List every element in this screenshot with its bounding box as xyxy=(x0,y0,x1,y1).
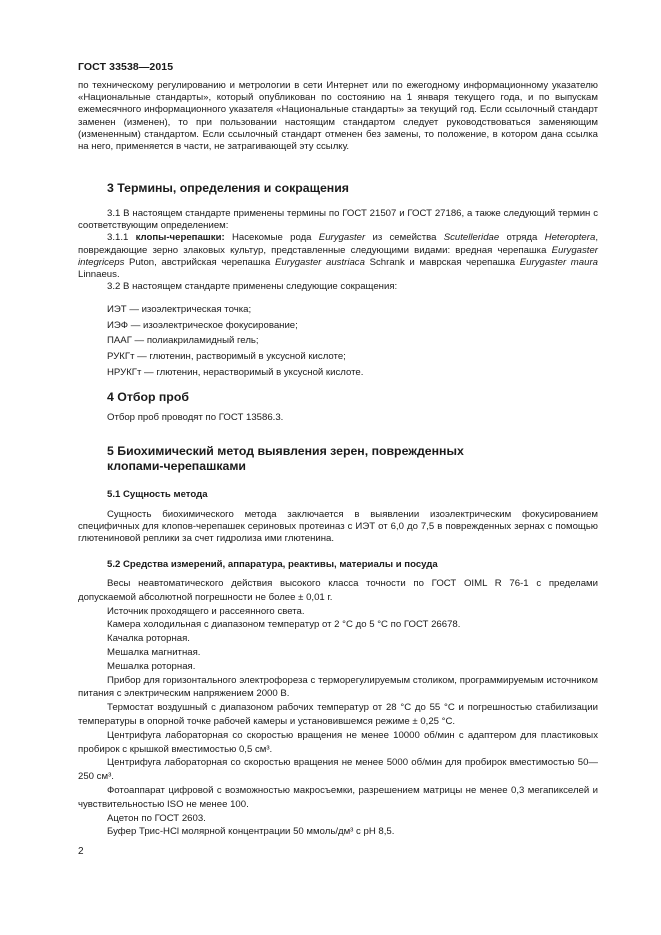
para-3-2: 3.2 В настоящем стандарте применены следующие сокращения: xyxy=(107,281,398,293)
section-4-body: Отбор проб проводят по ГОСТ 13586.3. xyxy=(107,412,284,423)
subsection-5-1-title: 5.1 Сущность метода xyxy=(107,489,208,500)
section-3-body xyxy=(78,208,598,293)
equipment-item: Источник проходящего и рассеянного света. xyxy=(107,605,305,617)
equipment-item: Мешалка магнитная. xyxy=(107,646,201,658)
equipment-item: Центрифуга лабораторная со скоростью вращения не менее 10000 об/мин с адаптером для пластиковых пробирок с крышкой вместимостью 0,5 см³. xyxy=(78,729,598,755)
abbreviation-item: ИЭТ — изоэлектрическая точка; xyxy=(107,304,252,315)
section-4-title: 4 Отбор проб xyxy=(107,390,189,404)
para-3-1-1: 3.1.1 клопы-черепашки: Насекомые рода Eurygaster из семейства Scutelleridae отряда Heteroptera, повреждающие зерно злаковых культур, представленные следующими видами: вредная черепашка Eurygaster integriceps Puton, австрийская черепашка Eurygaster austriaca Schrank и маврская черепашка Eurygaster maura Linnaeus. xyxy=(78,232,599,281)
section-5-title: 5 Биохимический метод выявления зерен, поврежденных клопами-черепашками xyxy=(107,444,464,473)
equipment-item: Качалка роторная. xyxy=(107,633,190,645)
abbreviation-item: ПААГ — полиакриламидный гель; xyxy=(107,335,259,347)
page-number: 2 xyxy=(78,846,84,857)
abbreviation-item: НРУКГт — глютенин, нерастворимый в уксусной кислоте. xyxy=(107,366,364,378)
equipment-item: Весы неавтоматического действия высокого класса точности по ГОСТ OIML R 76-1 с пределами допускаемой абсолютной погрешности не более ± 0,01 г. xyxy=(78,578,598,603)
abbreviation-item: РУКГт — глютенин, растворимый в уксусной кислоте; xyxy=(107,351,346,363)
equipment-item: Мешалка роторная. xyxy=(107,660,196,672)
para-3-1: 3.1 В настоящем стандарте применены термины по ГОСТ 21507 и ГОСТ 27186, а также следующий термин с соответствующим определением: xyxy=(78,208,598,232)
equipment-item: Буфер Трис-HCl молярной концентрации 50 ммоль/дм³ с рН 8,5. xyxy=(107,826,395,838)
equipment-list xyxy=(78,577,598,839)
document-header: ГОСТ 33538—2015 xyxy=(78,61,174,73)
abbreviation-item: ИЭФ — изоэлектрическое фокусирование; xyxy=(107,319,298,331)
equipment-item: Камера холодильная с диапазоном температур от 2 °С до 5 °С по ГОСТ 26678. xyxy=(107,619,461,631)
intro-paragraph: по техническому регулированию и метрологии в сети Интернет или по ежегодному информационному указателю «Национальные стандарты», который опубликован по состоянию на 1 января текущего года, и по выпускам ежемесячного информационного указателя «Национальные стандарты» за текущий год. Если ссылочный стандарт заменен (изменен), то при пользовании настоящим стандартом следует руководствоваться заменяющим (измененным) стандартом. Если ссылочный стандарт отменен без замены, то положение, в котором дана ссылка на него, применяется в части, не затрагивающей эту ссылку. xyxy=(78,80,598,153)
subsection-5-1-body: Сущность биохимического метода заключается в выявлении изоэлектрическим фокусированием специфичных для клопов-черепашек сериновых протеиназ с ИЭТ от 6,0 до 7,5 в поврежденных зернах с помощью глютениновой реплики за счет гидролиза ими глютенина. xyxy=(78,509,598,545)
subsection-5-2-title: 5.2 Средства измерений, аппаратура, реактивы, материалы и посуда xyxy=(107,559,438,570)
equipment-item: Фотоаппарат цифровой с возможностью макросъемки, разрешением матрицы не менее 0,3 мегапикселей и чувствительностью ISO не менее 100. xyxy=(78,784,598,810)
abbreviation-list xyxy=(107,302,363,381)
equipment-item: Центрифуга лабораторная со скоростью вращения не менее 5000 об/мин для пробирок вместимостью 50—250 см³. xyxy=(78,757,598,783)
equipment-item: Термостат воздушный с диапазоном рабочих температур от 28 °С до 55 °С и погрешностью стабилизации температуры в опорной точке рабочей камеры и установившемся режиме ± 0,25 °С. xyxy=(78,702,598,727)
section-3-title: 3 Термины, определения и сокращения xyxy=(107,181,349,195)
equipment-item: Прибор для горизонтального электрофореза с терморегулируемым столиком, программируемым источником питания с электрическим напряжением 2000 В. xyxy=(78,674,598,700)
equipment-item: Ацетон по ГОСТ 2603. xyxy=(107,812,206,824)
